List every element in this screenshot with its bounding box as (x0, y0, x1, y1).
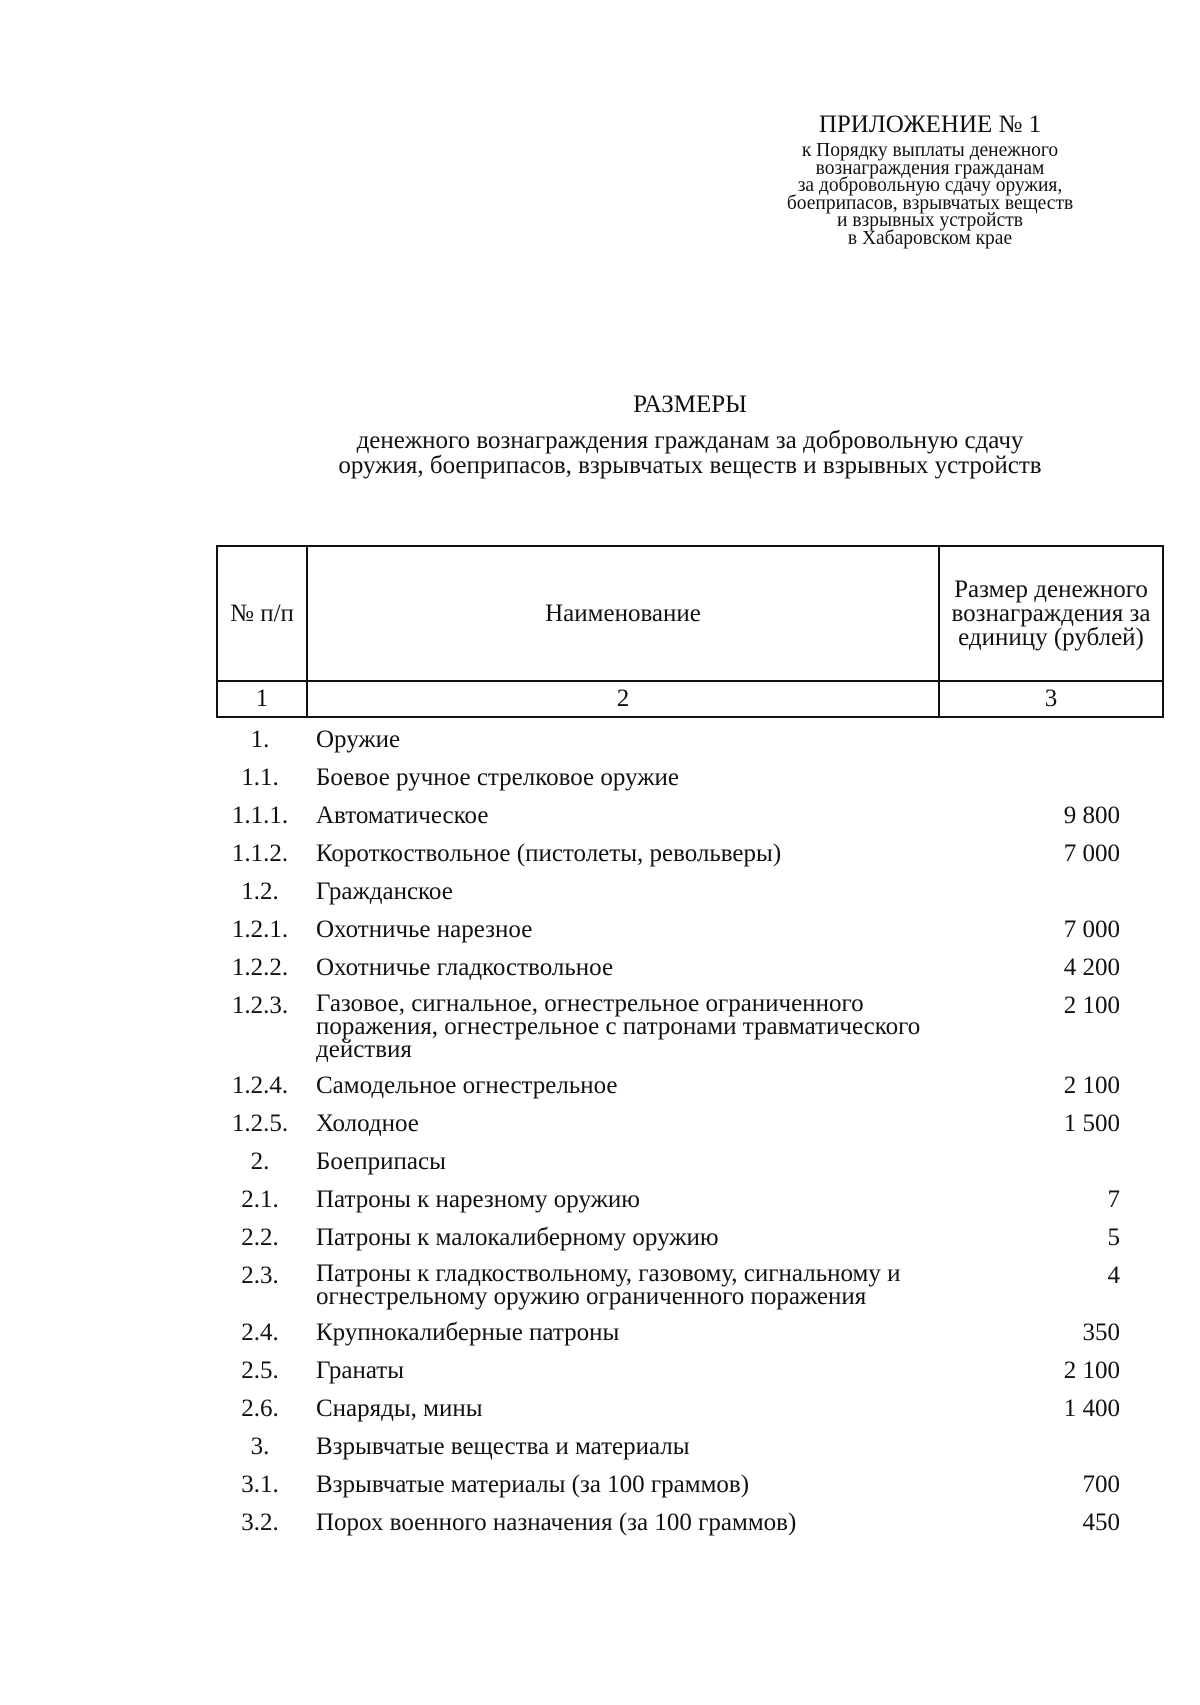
row-name: Короткоствольное (пистолеты, револьверы) (316, 840, 782, 867)
document-heading (210, 390, 1170, 478)
row-amount: 4 200 (1063, 954, 1120, 981)
row-name: Охотничье нарезное (316, 916, 533, 943)
table-row (216, 1395, 1164, 1422)
row-amount: 700 (1082, 1471, 1120, 1498)
header-number: № п/п (217, 546, 307, 681)
column-number: 1 (217, 681, 307, 717)
row-amount (976, 1148, 1120, 1175)
document-title: РАЗМЕРЫ (633, 391, 747, 418)
row-amount: 350 (1082, 1319, 1120, 1346)
row-number: 1.2.2. (231, 954, 289, 981)
row-amount (976, 726, 1120, 753)
row-amount: 7 000 (1063, 916, 1120, 943)
row-name: Автоматическое (316, 802, 489, 829)
row-amount: 2 100 (1063, 1357, 1120, 1384)
table-row (216, 1072, 1164, 1099)
appendix-line: вознаграждения гражданам (815, 157, 1045, 179)
table-row (216, 1319, 1164, 1346)
row-name: Холодное (316, 1110, 419, 1137)
table-row (216, 992, 1164, 1061)
table-row (216, 840, 1164, 867)
row-number: 2.6. (241, 1395, 279, 1422)
row-amount: 9 800 (1063, 802, 1120, 829)
table-row (216, 878, 1164, 905)
table-row (216, 1471, 1164, 1498)
row-amount: 7 000 (1063, 840, 1120, 867)
row-name: Взрывчатые материалы (за 100 граммов) (316, 1471, 750, 1498)
appendix-line: в Хабаровском крае (847, 227, 1013, 249)
row-name: Гражданское (316, 878, 453, 905)
row-amount: 5 (1107, 1224, 1120, 1251)
row-number: 1.2.3. (231, 992, 289, 1019)
row-name: Оружие (316, 726, 401, 753)
row-name: Снаряды, мины (316, 1395, 483, 1422)
row-name: Самодельное огнестрельное (316, 1072, 618, 1099)
table-row (216, 1262, 1164, 1308)
header-name: Наименование (307, 546, 939, 681)
table-header (216, 545, 1164, 718)
appendix-block (700, 110, 1160, 247)
row-amount: 4 (1107, 1262, 1120, 1289)
row-amount (976, 878, 1120, 905)
row-number: 1.2.1. (231, 916, 289, 943)
row-number: 3.2. (241, 1509, 279, 1536)
column-number: 2 (307, 681, 939, 717)
table-row (216, 726, 1164, 753)
column-number-row (217, 681, 1163, 717)
header-amount: Размер денежного вознаграждения за единицу (рублей) (939, 546, 1163, 681)
row-number: 1. (250, 726, 270, 753)
row-amount: 2 100 (1063, 992, 1120, 1019)
row-number: 2.1. (241, 1186, 279, 1213)
row-number: 2.2. (241, 1224, 279, 1251)
row-amount: 1 500 (1063, 1110, 1120, 1137)
row-name: Взрывчатые вещества и материалы (316, 1433, 690, 1460)
row-number: 2.4. (241, 1319, 279, 1346)
row-name: Патроны к нарезному оружию (316, 1186, 640, 1213)
table-row (216, 1357, 1164, 1384)
row-number: 1.2. (241, 878, 279, 905)
appendix-line: к Порядку выплаты денежного (801, 140, 1059, 161)
row-number: 3.1. (241, 1471, 279, 1498)
row-number: 2. (250, 1148, 270, 1175)
row-name: Боевое ручное стрелковое оружие (316, 764, 679, 791)
row-number: 1.1.2. (231, 840, 289, 867)
appendix-title: ПРИЛОЖЕНИЕ № 1 (818, 111, 1042, 138)
row-name: Охотничье гладкоствольное (316, 954, 614, 981)
row-amount: 450 (1082, 1509, 1120, 1536)
row-number: 2.3. (241, 1262, 279, 1289)
row-number: 1.1.1. (231, 802, 289, 829)
row-name: Газовое, сигнальное, огнестрельное ограниченного поражения, огнестрельное с патронами травматического действия (316, 990, 921, 1063)
table-row (216, 1433, 1164, 1460)
table-row (216, 1224, 1164, 1251)
row-number: 3. (250, 1433, 270, 1460)
appendix-line: за добровольную сдачу оружия, (797, 175, 1063, 196)
table-body (216, 726, 1164, 1547)
row-amount (976, 764, 1120, 791)
table-row (216, 954, 1164, 981)
row-amount (976, 1433, 1120, 1460)
row-name: Крупнокалиберные патроны (316, 1319, 620, 1346)
table-header-row (217, 546, 1163, 681)
row-name: Патроны к гладкоствольному, газовому, сигнальному и огнестрельному оружию ограниченного поражения (316, 1260, 901, 1310)
table-row (216, 916, 1164, 943)
appendix-line: боеприпасов, взрывчатых веществ (786, 192, 1074, 214)
document-subtitle-line: денежного вознаграждения гражданам за добровольную сдачу (356, 427, 1024, 454)
table-row (216, 1186, 1164, 1213)
row-amount: 2 100 (1063, 1072, 1120, 1099)
column-number: 3 (939, 681, 1163, 717)
table-row (216, 764, 1164, 791)
row-name: Гранаты (316, 1357, 405, 1384)
row-number: 2.5. (241, 1357, 279, 1384)
row-amount: 7 (1107, 1186, 1120, 1213)
table-row (216, 1148, 1164, 1175)
row-name: Патроны к малокалиберному оружию (316, 1224, 719, 1251)
row-number: 1.2.4. (231, 1072, 289, 1099)
row-name: Боеприпасы (316, 1148, 446, 1175)
table-row (216, 1110, 1164, 1137)
document-subtitle-line: оружия, боеприпасов, взрывчатых веществ и взрывных устройств (338, 452, 1042, 479)
table-row (216, 1509, 1164, 1536)
row-number: 1.2.5. (231, 1110, 289, 1137)
appendix-line: и взрывных устройств (837, 210, 1023, 231)
table-row (216, 802, 1164, 829)
row-name: Порох военного назначения (за 100 граммов) (316, 1509, 797, 1536)
row-number: 1.1. (241, 764, 279, 791)
row-amount: 1 400 (1063, 1395, 1120, 1422)
